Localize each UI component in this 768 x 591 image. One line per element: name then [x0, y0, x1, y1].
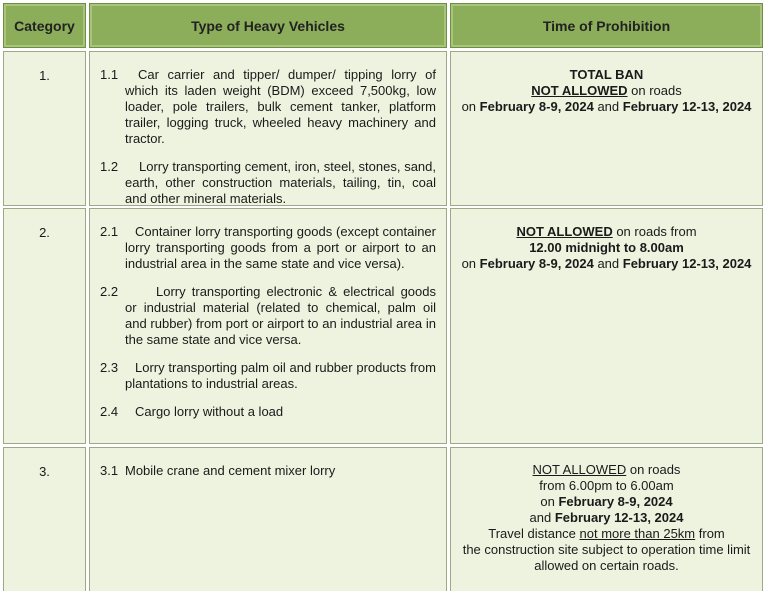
not-allowed-text: NOT ALLOWED — [516, 224, 613, 239]
date-range-1: February 8-9, 2024 — [479, 99, 594, 114]
item-text: Container lorry transporting goods (except container lorry transporting goods from a port or airport to an industrial area in the same state and vice versa). — [125, 224, 436, 271]
dates-and: and — [593, 99, 623, 114]
date-range-1: February 8-9, 2024 — [479, 256, 594, 271]
travel-distance-prefix: Travel distance — [488, 526, 580, 541]
date-range-2: February 12-13, 2024 — [622, 256, 752, 271]
not-allowed-line — [451, 462, 762, 478]
on-roads-text: on roads — [627, 83, 682, 98]
dates-line — [451, 256, 762, 272]
item-text: Mobile crane and cement mixer lorry — [125, 463, 336, 478]
item-number: 2.3 — [100, 360, 119, 375]
dates-prefix: on — [540, 494, 559, 509]
vehicle-type-cell — [89, 51, 447, 206]
header-category: Category — [3, 3, 86, 48]
item-number: 1.2 — [100, 159, 119, 174]
condition-line: allowed on certain roads. — [534, 558, 679, 573]
vehicle-type-cell — [89, 208, 447, 444]
list-item — [100, 159, 436, 207]
date-range-2: February 12-13, 2024 — [622, 99, 752, 114]
list-item — [100, 404, 436, 420]
header-vehicle-type: Type of Heavy Vehicles — [89, 3, 447, 48]
distance-limit: not more than 25km — [579, 526, 696, 541]
not-allowed-line — [451, 83, 762, 99]
item-text: Cargo lorry without a load — [135, 404, 284, 419]
travel-distance-suffix: from — [695, 526, 725, 541]
item-text: Lorry transporting electronic & electrical goods or industrial material (related to chemical, palm oil and rubber) from port or airport to an industrial area in the same state and vice versa. — [125, 284, 436, 347]
on-roads-text: on roads — [626, 462, 681, 477]
item-text: Lorry transporting palm oil and rubber products from plantations to industrial areas. — [125, 360, 436, 391]
item-text: Lorry transporting cement, iron, steel, stones, sand, earth, other construction materials, tailing, tin, coal and other mineral materials. — [125, 159, 436, 206]
prohibition-time-cell — [450, 208, 763, 444]
date-range-2: February 12-13, 2024 — [554, 510, 684, 525]
on-roads-text: on roads from — [612, 224, 697, 239]
category-cell: 1. — [3, 51, 86, 206]
dates-prefix: on — [461, 256, 480, 271]
header-time-of-prohibition: Time of Prohibition — [450, 3, 763, 48]
dates-prefix: and — [529, 510, 555, 525]
not-allowed-line — [451, 224, 762, 240]
dates-and: and — [593, 256, 623, 271]
list-item — [100, 463, 436, 479]
category-cell: 3. — [3, 447, 86, 591]
item-number: 2.1 — [100, 224, 119, 239]
dates-line — [451, 494, 762, 510]
dates-line — [451, 510, 762, 526]
item-text: Car carrier and tipper/ dumper/ tipping lorry of which its laden weight (BDM) exceed 7,500kg, low loader, pole trailers, bulk cement tanker, platform trailer, logging truck, wheeled heavy machinery and tractor. — [125, 67, 436, 146]
travel-distance-line — [451, 526, 762, 542]
time-window: from 6.00pm to 6.00am — [539, 478, 674, 493]
list-item — [100, 284, 436, 348]
prohibition-time-cell — [450, 447, 763, 591]
not-allowed-text: NOT ALLOWED — [531, 83, 628, 98]
list-item — [100, 224, 436, 272]
item-number: 2.4 — [100, 404, 119, 419]
vehicle-type-cell — [89, 447, 447, 591]
dates-prefix: on — [461, 99, 480, 114]
list-item — [100, 360, 436, 392]
condition-line: the construction site subject to operation time limit — [462, 542, 751, 557]
list-item — [100, 67, 436, 147]
dates-line — [451, 99, 762, 115]
category-cell: 2. — [3, 208, 86, 444]
total-ban-label: TOTAL BAN — [569, 67, 644, 82]
not-allowed-text: NOT ALLOWED — [532, 462, 627, 477]
item-number: 3.1 — [100, 463, 119, 478]
item-number: 1.1 — [100, 67, 119, 82]
date-range-1: February 8-9, 2024 — [558, 494, 673, 509]
item-number: 2.2 — [100, 284, 119, 299]
prohibition-time-cell — [450, 51, 763, 206]
time-window: 12.00 midnight to 8.00am — [529, 240, 684, 255]
